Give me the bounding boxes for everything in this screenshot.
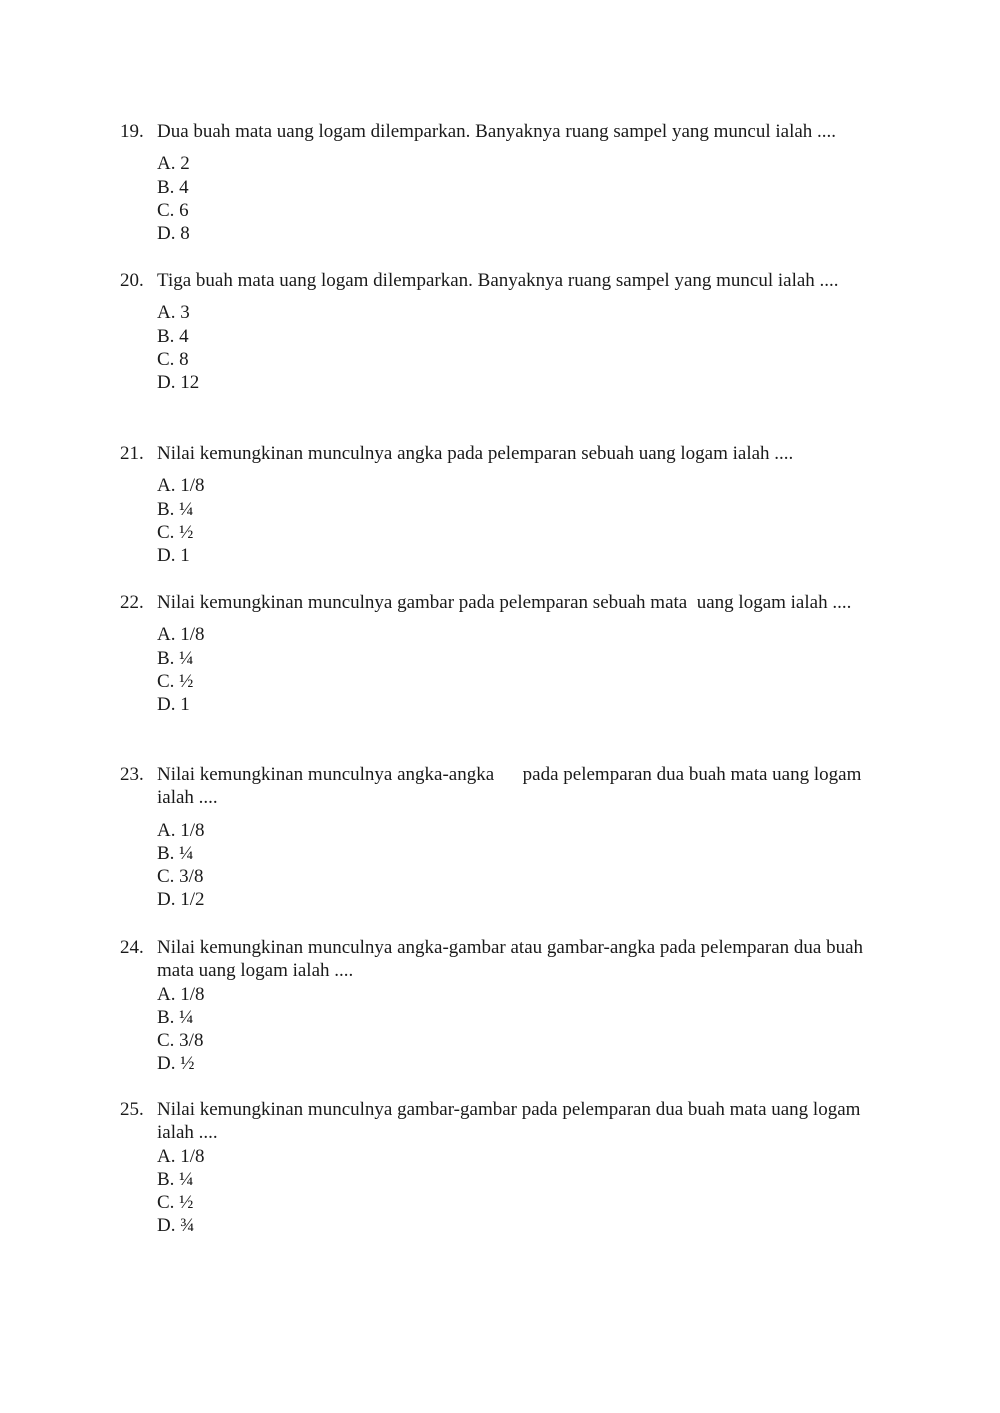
question-23	[120, 763, 880, 912]
option-d: D. 12	[157, 372, 200, 394]
option-c: C. ½	[157, 670, 194, 692]
answer-options	[157, 152, 880, 245]
option-a: A. 1/8	[157, 819, 205, 841]
option-a: A. 1/8	[157, 983, 205, 1005]
option-c: C. ½	[157, 1192, 194, 1214]
option-b: B. 4	[157, 325, 189, 347]
question-text: Nilai kemungkinan munculnya angka-gambar atau gambar-angka pada pelemparan dua buah mata uang logam ialah ....	[157, 937, 868, 982]
answer-options	[157, 1145, 880, 1238]
option-d: D. ¾	[157, 1215, 195, 1237]
option-d: D. 8	[157, 223, 190, 245]
option-c: C. ½	[157, 521, 194, 543]
answer-options	[157, 983, 880, 1076]
option-a: A. 1/8	[157, 475, 205, 497]
question-24	[120, 936, 880, 1076]
option-b: B. 4	[157, 176, 189, 198]
option-a: A. 2	[157, 153, 190, 175]
question-25	[120, 1098, 880, 1238]
answer-options	[157, 819, 880, 912]
answer-options	[157, 301, 880, 394]
answer-options	[157, 623, 880, 716]
option-d: D. ½	[157, 1053, 195, 1075]
option-d: D. 1/2	[157, 889, 205, 911]
option-d: D. 1	[157, 694, 190, 716]
answer-options	[157, 474, 880, 567]
question-19	[120, 120, 880, 245]
question-number: 21.	[120, 443, 144, 464]
question-text: Dua buah mata uang logam dilemparkan. Banyaknya ruang sampel yang muncul ialah ....	[157, 121, 837, 142]
question-number: 23.	[120, 764, 144, 785]
question-21	[120, 442, 880, 567]
option-d: D. 1	[157, 545, 190, 567]
question-number: 19.	[120, 121, 144, 142]
question-text: Nilai kemungkinan munculnya angka pada pelemparan sebuah uang logam ialah ....	[157, 443, 794, 464]
question-number: 20.	[120, 270, 144, 291]
option-c: C. 6	[157, 199, 189, 221]
question-text: Nilai kemungkinan munculnya gambar-gambar pada pelemparan dua buah mata uang logam ialah ....	[157, 1099, 866, 1144]
option-a: A. 1/8	[157, 624, 205, 646]
option-b: B. ¼	[157, 647, 194, 669]
option-a: A. 3	[157, 302, 190, 324]
option-c: C. 8	[157, 348, 189, 370]
option-b: B. ¼	[157, 498, 194, 520]
option-b: B. ¼	[157, 1168, 194, 1190]
question-text: Tiga buah mata uang logam dilemparkan. Banyaknya ruang sampel yang muncul ialah ....	[157, 270, 839, 291]
question-number: 22.	[120, 592, 144, 613]
question-text: Nilai kemungkinan munculnya angka-angka pada pelemparan dua buah mata uang logam ialah ....	[157, 764, 867, 809]
question-number: 24.	[120, 937, 144, 958]
question-text: Nilai kemungkinan munculnya gambar pada pelemparan sebuah mata uang logam ialah ....	[157, 592, 852, 613]
option-b: B. ¼	[157, 842, 194, 864]
question-20	[120, 269, 880, 394]
option-a: A. 1/8	[157, 1145, 205, 1167]
option-c: C. 3/8	[157, 866, 204, 888]
question-22	[120, 591, 880, 716]
question-number: 25.	[120, 1099, 144, 1120]
option-b: B. ¼	[157, 1006, 194, 1028]
option-c: C. 3/8	[157, 1030, 204, 1052]
